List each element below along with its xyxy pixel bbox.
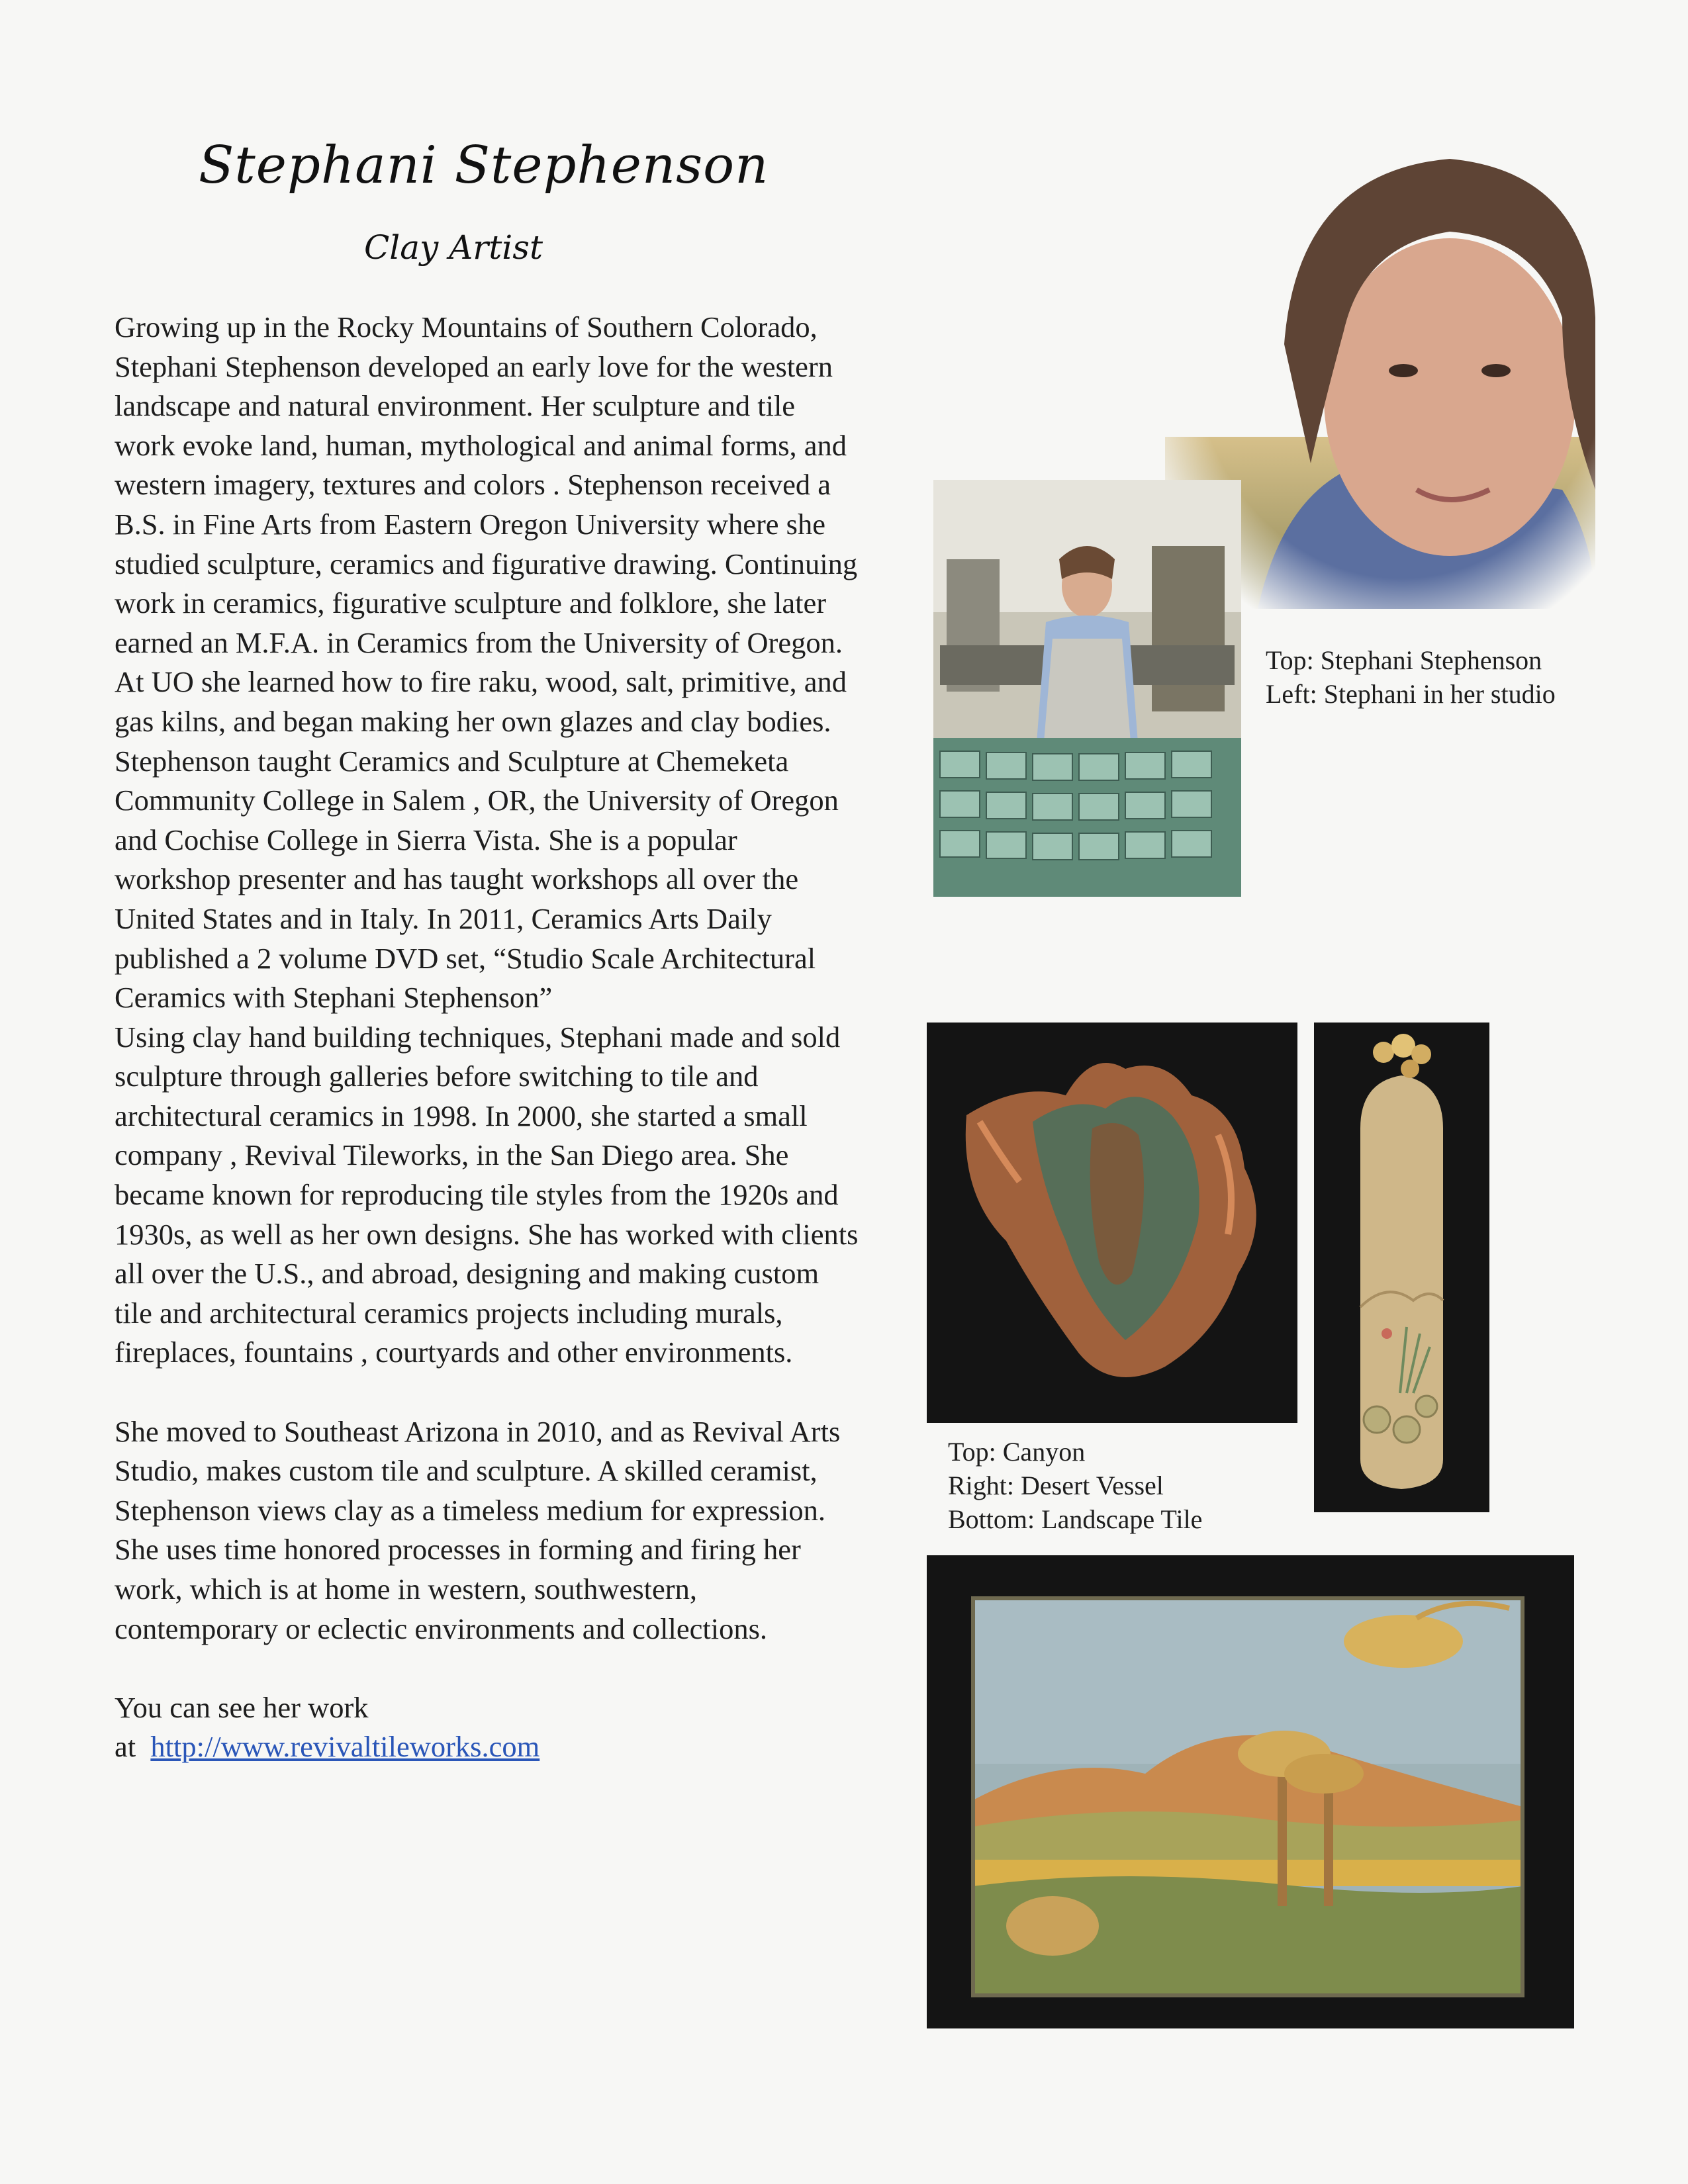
caption-line: Bottom: Landscape Tile <box>948 1504 1203 1534</box>
biography <box>115 308 859 1767</box>
works-caption <box>948 1435 1202 1536</box>
caption-line: Right: Desert Vessel <box>948 1471 1164 1500</box>
caption-line: Top: Stephani Stephenson <box>1266 645 1542 675</box>
bio-paragraph: Using clay hand building techniques, Stephani made and sold sculpture through galleries before switching to tile and architectural ceramics in 1998. In 2000, she started a small company , Revival Tileworks, in the San Diego area. She became known for reproducing tile styles from the 1920s and 1930s, as well as her own designs. She has worked with clients all over the U.S., and abroad, designing and making custom tile and architectural ceramics projects including murals, fireplaces, fountains , courtyards and other environments. <box>115 1020 859 1369</box>
bio-paragraph: Stephenson taught Ceramics and Sculpture at Chemeketa Community College in Salem , OR, the University of Oregon and Cochise College in Sierra Vista. She is a popular workshop presenter and has taught workshops all over the United States and in Italy. In 2011, Ceramics Arts Daily published a 2 volume DVD set, “Studio Scale Architectural Ceramics with Stephani Stephenson” <box>115 744 839 1015</box>
caption-line: Left: Stephani in her studio <box>1266 679 1556 709</box>
artist-role-subtitle: Clay Artist <box>364 228 543 267</box>
website-line <box>115 1727 859 1767</box>
desert-vessel-photo <box>1314 1023 1489 1512</box>
studio-photo <box>933 480 1241 897</box>
website-link[interactable]: http://www.revivaltileworks.com <box>150 1730 540 1764</box>
bio-paragraph: She moved to Southeast Arizona in 2010, and as Revival Arts Studio, makes custom tile and sculpture. A skilled ceramist, Stephenson views clay as a timeless medium for expression. She uses time honored processes in forming and firing her work, which is at home in western, southwestern, contemporary or eclectic environments and collections. <box>115 1414 841 1645</box>
closing-line: You can see her work <box>115 1690 369 1724</box>
canyon-sculpture-photo <box>927 1023 1297 1423</box>
portrait-caption <box>1266 643 1556 711</box>
bio-paragraph: Growing up in the Rocky Mountains of Southern Colorado, Stephani Stephenson developed an early love for the western landscape and natural environment. Her sculpture and tile work evoke land, human, mythological and animal forms, and western imagery, textures and colors . Stephenson received a B.S. in Fine Arts from Eastern Oregon University where she studied sculpture, ceramics and figurative drawing. Continuing work in ceramics, figurative sculpture and folklore, she later earned an M.F.A. in Ceramics from the University of Oregon. At UO she learned how to fire raku, wood, salt, primitive, and gas kilns, and began making her own glazes and clay bodies. <box>115 310 858 738</box>
caption-line: Top: Canyon <box>948 1437 1086 1467</box>
landscape-tile-photo <box>927 1555 1574 2028</box>
website-prefix: at <box>115 1730 136 1764</box>
artist-name-title: Stephani Stephenson <box>199 136 769 195</box>
